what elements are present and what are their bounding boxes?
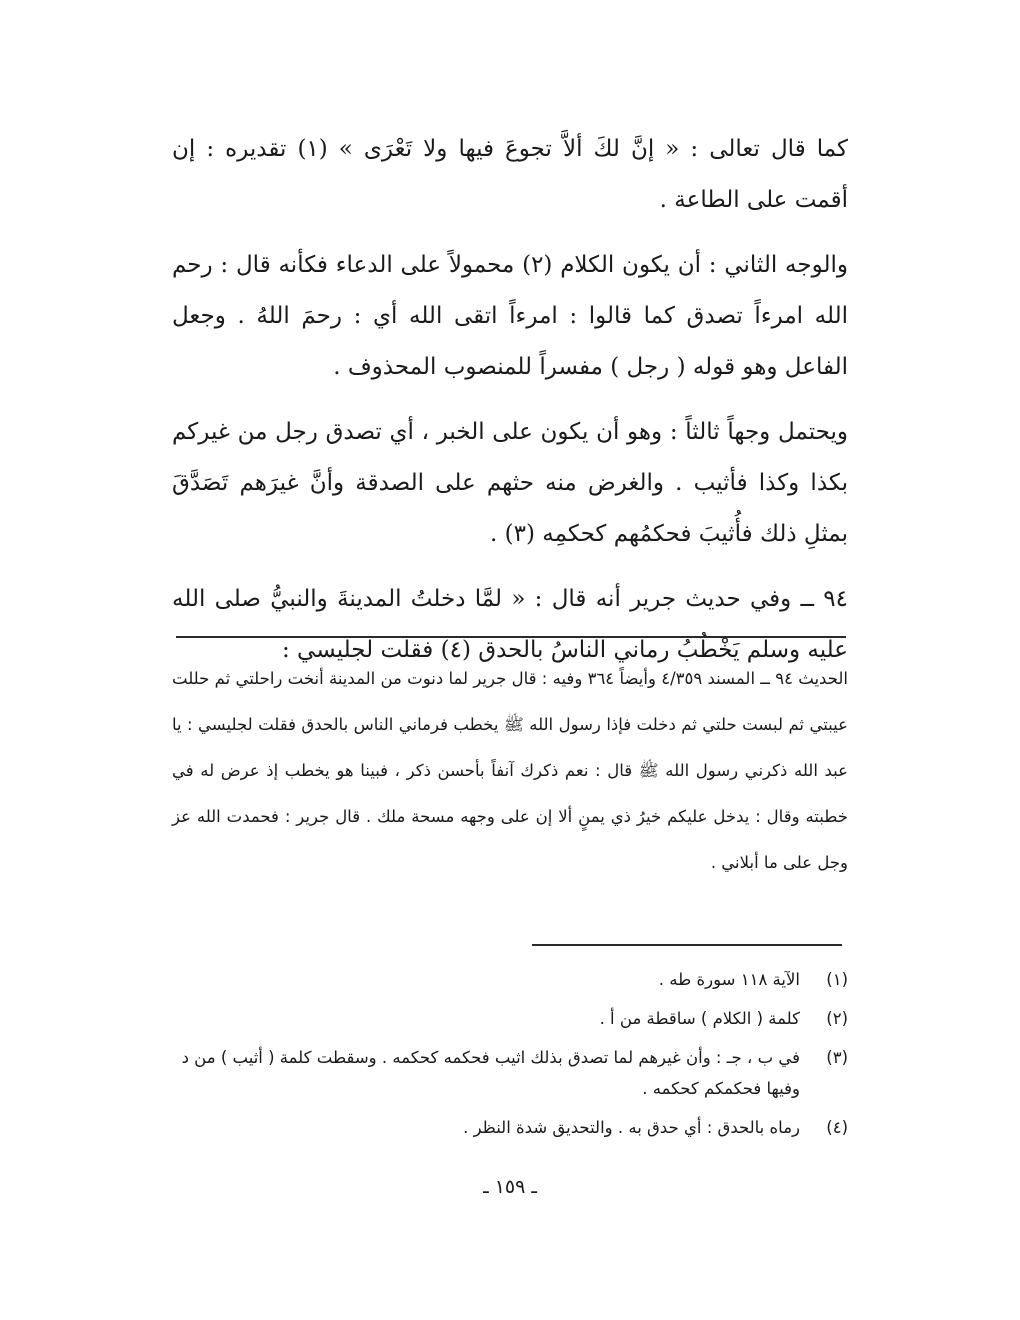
paragraph-third-aspect: ويحتمل وجهاً ثالثاً : وهو أن يكون على الخبر ، أي تصدق رجل من غيركم بكذا وكذا فأثيب . والغرض منه حثهم على الصدقة وأنَّ غيرَهم تَصَدَّقَ بمثلِ ذلك فأُثيبَ فحكمُهم كحكمِه (٣) . (172, 419, 848, 547)
footnote-separator-rule (532, 944, 842, 946)
main-separator-rule (176, 636, 846, 638)
footnote-number: (٢) (826, 1009, 848, 1028)
main-text (172, 124, 848, 676)
paragraph-second-aspect: والوجه الثاني : أن يكون الكلام (٢) محمولاً على الدعاء فكأنه قال : رحم الله امرءاً تصدق كما قالوا : امرءاً اتقى الله أي : رحمَ اللهُ . وجعل الفاعل وهو قوله ( رجل ) مفسراً للمنصوب المحذوف . (172, 252, 848, 380)
hadith-note-text: الحديث ٩٤ ــ المسند ٤/٣٥٩ وأيضاً ٣٦٤ وفيه : قال جرير لما دنوت من المدينة أنخت راحلتي ثم حللت عيبتي ثم لبست حلتي ثم دخلت فإذا رسول الله ﷺ يخطب فرماني الناس بالحدق فقلت لجليسي : يا عبد الله ذكرني رسول الله ﷺ قال : نعم ذكرك آنفاً بأحسن ذكر ، فبينا هو يخطب إذ عرض له في خطبته وقال : يدخل عليكم خيرُ ذي يمنٍ ألا إن على وجهه مسحة ملك . قال جرير : فحمدت الله عز وجل على ما أبلاني . (172, 669, 848, 872)
paragraph-taqdiruh: كما قال تعالى : « إنَّ لكَ ألاَّ تجوعَ فيها ولا تَعْرَى » (١) تقديره : إن أقمت على الطاعة . (172, 136, 848, 213)
footnote-number: (٤) (826, 1118, 848, 1137)
paragraph-hadith-94: ٩٤ ــ وفي حديث جرير أنه قال : « لمَّا دخلتُ المدينةَ والنبيُّ صلى الله عليه وسلم يَخْطُبُ رماني الناسُ بالحدق (٤) فقلت لجليسي : (172, 586, 848, 663)
page-number: ـ ١٥٩ ـ (483, 1176, 537, 1198)
footnote-text: الآية ١١٨ سورة طه . (658, 970, 800, 989)
footnote-number: (٣) (826, 1048, 848, 1067)
footnote-text: رماه بالحدق : أي حدق به . والتحديق شدة النظر . (463, 1118, 800, 1137)
footnote-number: (١) (826, 970, 848, 989)
footnote-text: في ب ، جـ : وأن غيرهم لما تصدق بذلك اثيب فحكمه كحكمه . وسقطت كلمة ( أثيب ) من د وفيها فحكمكم كحكمه . (181, 1048, 800, 1098)
footnote-1 (172, 964, 848, 995)
footnote-3 (172, 1042, 848, 1104)
footnote-text: كلمة ( الكلام ) ساقطة من أ . (599, 1009, 800, 1028)
footnote-4 (172, 1112, 848, 1143)
footnotes (172, 964, 848, 1151)
footnote-2 (172, 1003, 848, 1034)
hadith-note (172, 656, 848, 886)
